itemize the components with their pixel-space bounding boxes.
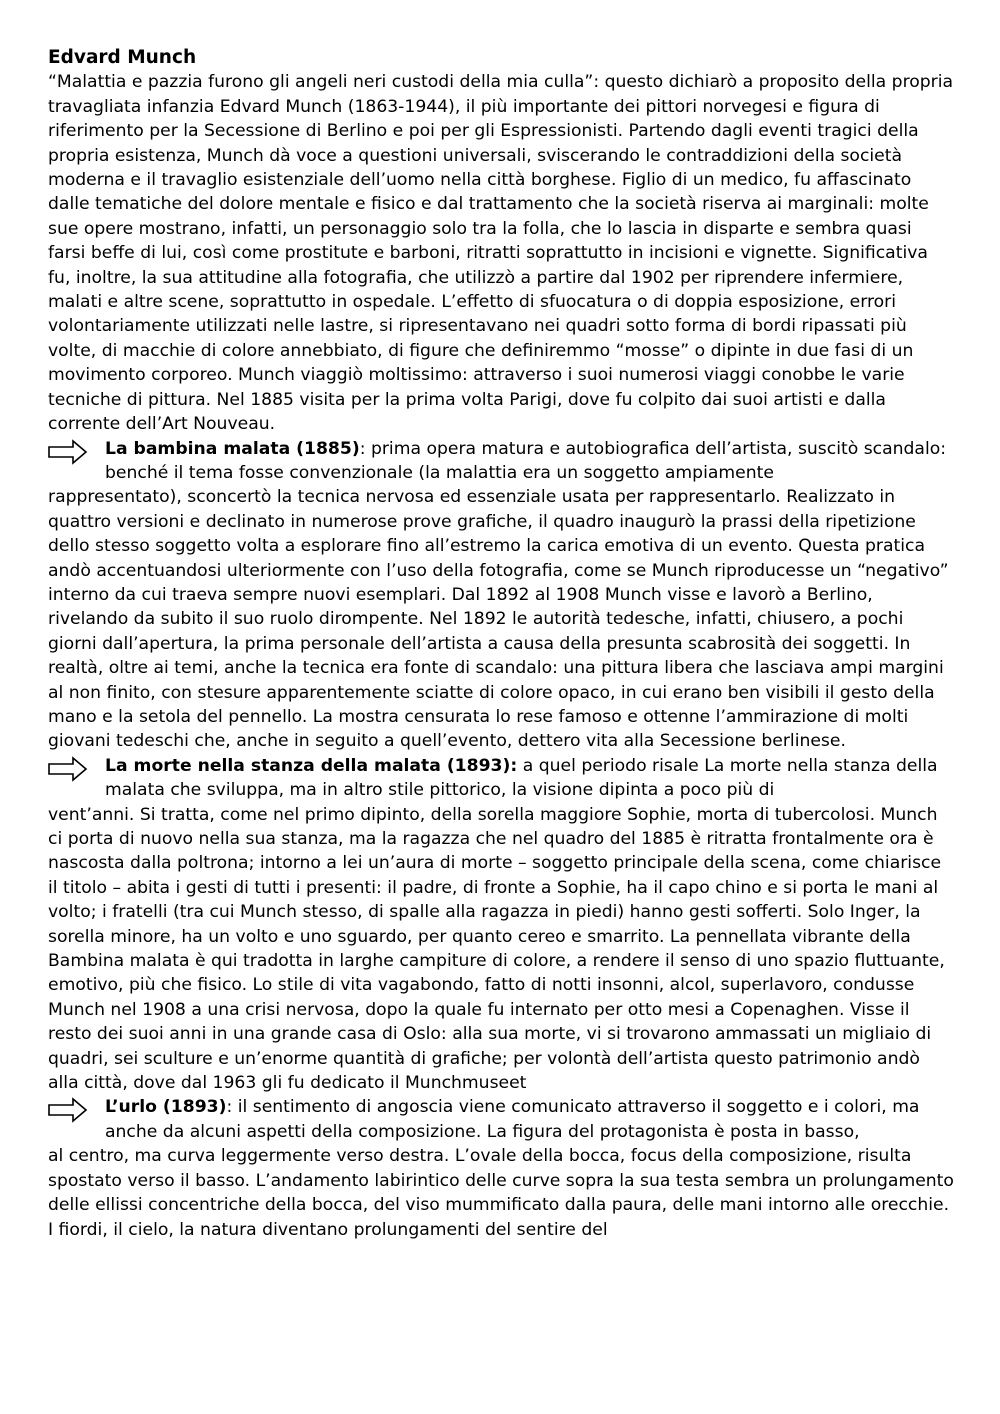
list-item-lead-text: a quel periodo risale La morte nella stanza della malata che sviluppa, ma in altro stile pittorico, la visione dipinta a poco più di	[105, 755, 938, 801]
list-item-lead	[48, 1095, 954, 1144]
arrow-right-icon	[48, 756, 88, 782]
list-item-lead	[48, 437, 954, 486]
list-item	[48, 754, 954, 1096]
document-page	[48, 46, 954, 1242]
list-item-body: rappresentato), sconcertò la tecnica nervosa ed essenziale usata per rappresentarlo. Realizzato in quattro versioni e declinato in numerose prove grafiche, il quadro inaugurò la prassi della ripetizione dello stesso soggetto volta a esplorare fino all’estremo la carica emotiva di un evento. Questa pratica andò accentuandosi ulteriormente con l’uso della fotografia, come se Munch riproducesse un “negativo” interno da cui traeva sempre nuovi esemplari. Dal 1892 al 1908 Munch visse e lavorò a Berlino, rivelando da subito il suo ruolo dirompente. Nel 1892 le autorità tedesche, infatti, chiusero, a pochi giorni dall’apertura, la prima personale dell’artista a causa della presunta scabrosità dei soggetti. In realtà, oltre ai temi, anche la tecnica era fonte di scandalo: una pittura libera che lasciava ampi margini al non finito, con stesure apparentemente sciatte di colore opaco, in cui erano ben visibili il gesto della mano e la setola del pennello. La mostra censurata lo rese famoso e ottenne l’ammirazione di molti giovani tedeschi che, anche in seguito a quell’evento, dettero vita alla Secessione berlinese.	[48, 487, 949, 752]
list-item	[48, 1095, 954, 1241]
list-item-title: La bambina malata (1885)	[105, 438, 360, 459]
list-item	[48, 437, 954, 754]
document-title: Edvard Munch	[48, 47, 197, 68]
arrow-right-icon	[48, 1097, 88, 1123]
list-item-body: al centro, ma curva leggermente verso destra. L’ovale della bocca, focus della composizione, risulta spostato verso il basso. L’andamento labirintico delle curve sopra la sua testa sembra un prolungamento delle ellissi concentriche della bocca, del viso mummificato dalla paura, delle mani intorno alle orecchie. I fiordi, il cielo, la natura diventano prolungamenti del sentire del	[48, 1146, 954, 1240]
list-item-body: vent’anni. Si tratta, come nel primo dipinto, della sorella maggiore Sophie, morta di tubercolosi. Munch ci porta di nuovo nella sua stanza, ma la ragazza che nel quadro del 1885 è ritratta frontalmente ora è nascosta dalla poltrona; intorno a lei un’aura di morte – soggetto principale della scena, come chiarisce il titolo – abita i gesti di tutti i presenti: il padre, di fronte a Sophie, ha il capo chino e si porta le mani al volto; i fratelli (tra cui Munch stesso, di spalle alla ragazza in piedi) hanno gesti sofferti. Solo Inger, la sorella minore, ha un volto e uno sguardo, per quanto cereo e smarrito. La pennellata vibrante della Bambina malata è qui tradotta in larghe campiture di colore, a rendere il senso di uno spazio fluttuante, emotivo, più che fisico. Lo stile di vita vagabondo, fatto di notti insonni, alcol, superlavoro, condusse Munch nel 1908 a una crisi nervosa, dopo la quale fu internato per otto mesi a Copenaghen. Visse il resto dei suoi anni in una grande casa di Oslo: alla sua morte, vi si trovarono ammassati un migliaio di quadri, sei sculture e un’enorme quantità di grafiche; per volontà dell’artista questo patrimonio andò alla città, dove dal 1963 gli fu dedicato il Munchmuseet	[48, 804, 945, 1094]
list-item-title: La morte nella stanza della malata (1893):	[105, 755, 518, 776]
list-item-title: L’urlo (1893)	[105, 1097, 227, 1118]
intro-paragraph: “Malattia e pazzia furono gli angeli neri custodi della mia culla”: questo dichiarò a proposito della propria travagliata infanzia Edvard Munch (1863-1944), il più importante dei pittori norvegesi e figura di riferimento per la Secessione di Berlino e poi per gli Espressionisti. Partendo dagli eventi tragici della propria esistenza, Munch dà voce a questioni universali, sviscerando le contraddizioni della società moderna e il travaglio esistenziale dell’uomo nella città borghese. Figlio di un medico, fu affascinato dalle tematiche del dolore mentale e fisico e dal trattamento che la società riserva ai marginali: molte sue opere mostrano, infatti, un personaggio solo tra la folla, che lo lascia in disparte e sembra quasi farsi beffe di lui, così come prostitute e barboni, ritratti soprattutto in incisioni e vignette. Significativa fu, inoltre, la sua attitudine alla fotografia, che utilizzò a partire dal 1902 per riprendere infermiere, malati e altre scene, soprattutto in ospedale. L’effetto di sfuocatura o di doppia esposizione, errori volontariamente utilizzati nelle lastre, si ripresentavano nei quadri sotto forma di bordi ripassati più volte, di macchie di colore annebbiato, di figure che definiremmo “mosse” o dipinte in due fasi di un movimento corporeo. Munch viaggiò moltissimo: attraverso i suoi numerosi viaggi conobbe le varie tecniche di pittura. Nel 1885 visita per la prima volta Parigi, dove fu colpito dai suoi artisti e dalla corrente dell’Art Nouveau.	[48, 72, 954, 435]
list-item-lead	[48, 754, 954, 803]
arrow-right-icon	[48, 439, 88, 465]
list-item-lead-text: : il sentimento di angoscia viene comunicato attraverso il soggetto e i colori, ma anche da alcuni aspetti della composizione. La figura del protagonista è posta in basso,	[105, 1097, 920, 1142]
list-item-lead-text: : prima opera matura e autobiografica dell’artista, suscitò scandalo: benché il tema fosse convenzionale (la malattia era un soggetto ampiamente	[105, 438, 947, 483]
